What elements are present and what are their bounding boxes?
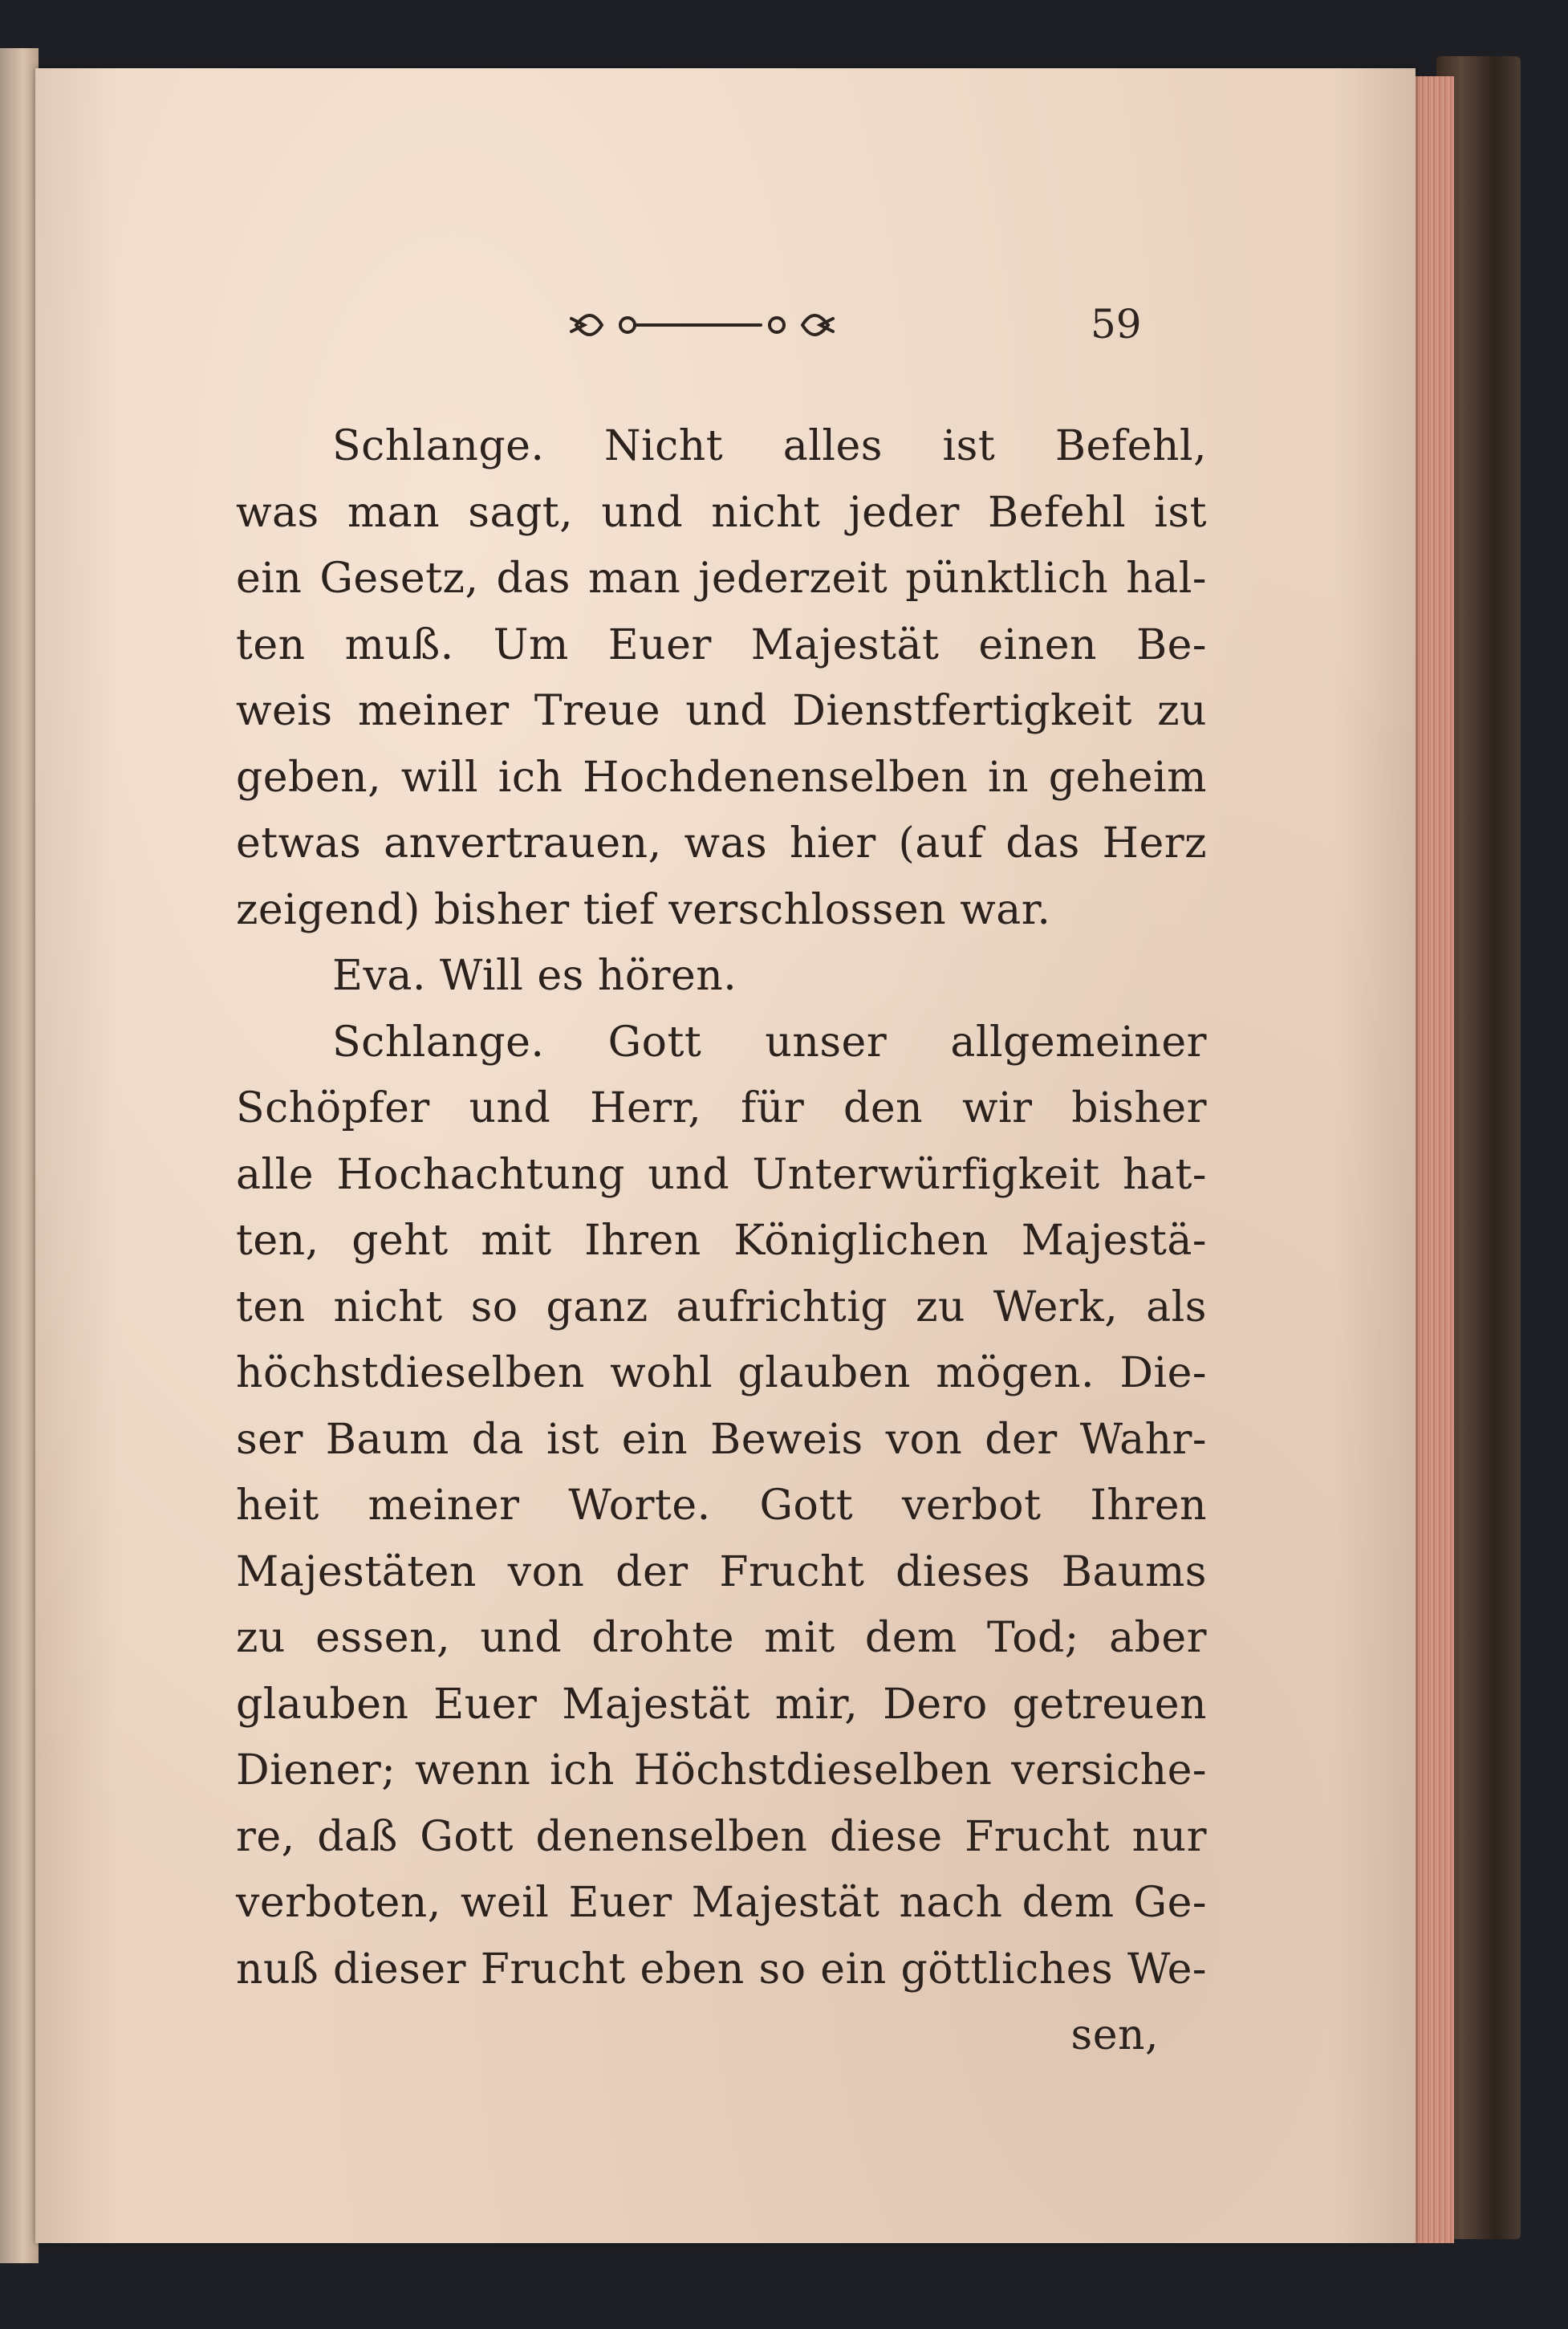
text-line: heit meiner Worte. Gott verbot Ihren bbox=[236, 1482, 1207, 1530]
text-line: ein Gesetz, das man jederzeit pünktlich hal- bbox=[236, 555, 1207, 603]
text-line: nuß dieser Frucht eben so ein göttliches We- bbox=[236, 1945, 1207, 1994]
page-number: 59 bbox=[1091, 301, 1142, 348]
text-line: Schöpfer und Herr, für den wir bisher bbox=[236, 1084, 1207, 1132]
text-line: Schlange. Nicht alles ist Befehl, bbox=[332, 422, 1207, 470]
text-body bbox=[236, 413, 1207, 2069]
text-line: Majestäten von der Frucht dieses Baums bbox=[236, 1547, 1207, 1596]
catchword: sen, bbox=[1070, 2011, 1159, 2059]
text-line: ser Baum da ist ein Beweis von der Wahr- bbox=[236, 1415, 1207, 1464]
text-line: weis meiner Treue und Dienstfertigkeit zu bbox=[236, 687, 1207, 735]
text-line: etwas anvertrauen, was hier (auf das Herz bbox=[236, 819, 1207, 868]
book-page bbox=[35, 68, 1416, 2243]
text-line: Schlange. Gott unser allgemeiner bbox=[332, 1018, 1207, 1067]
text-line: re, daß Gott denenselben diese Frucht nur bbox=[236, 1812, 1207, 1861]
text-line: verboten, weil Euer Majestät nach dem Ge- bbox=[236, 1879, 1207, 1927]
text-line: zeigend) bisher tief verschlossen war. bbox=[236, 885, 1051, 934]
text-line: Eva. Will es hören. bbox=[332, 952, 737, 1000]
ornament-rule-icon bbox=[570, 309, 835, 341]
text-line: glauben Euer Majestät mir, Dero getreuen bbox=[236, 1680, 1207, 1729]
facing-page-edge bbox=[0, 48, 39, 2263]
page-header bbox=[35, 301, 1416, 365]
text-line: Diener; wenn ich Höchstdieselben versiche- bbox=[236, 1746, 1207, 1795]
text-line: geben, will ich Hochdenenselben in geheim bbox=[236, 753, 1207, 802]
text-line: ten, geht mit Ihren Königlichen Majestä- bbox=[236, 1217, 1207, 1265]
text-line: alle Hochachtung und Unterwürfigkeit hat- bbox=[236, 1150, 1207, 1199]
text-line: höchstdieselben wohl glauben mögen. Die- bbox=[236, 1349, 1207, 1397]
text-line: was man sagt, und nicht jeder Befehl ist bbox=[236, 488, 1207, 537]
text-line: ten nicht so ganz aufrichtig zu Werk, als bbox=[236, 1282, 1207, 1331]
text-line: zu essen, und drohte mit dem Tod; aber bbox=[236, 1614, 1207, 1662]
text-line: ten muß. Um Euer Majestät einen Be- bbox=[236, 620, 1207, 669]
